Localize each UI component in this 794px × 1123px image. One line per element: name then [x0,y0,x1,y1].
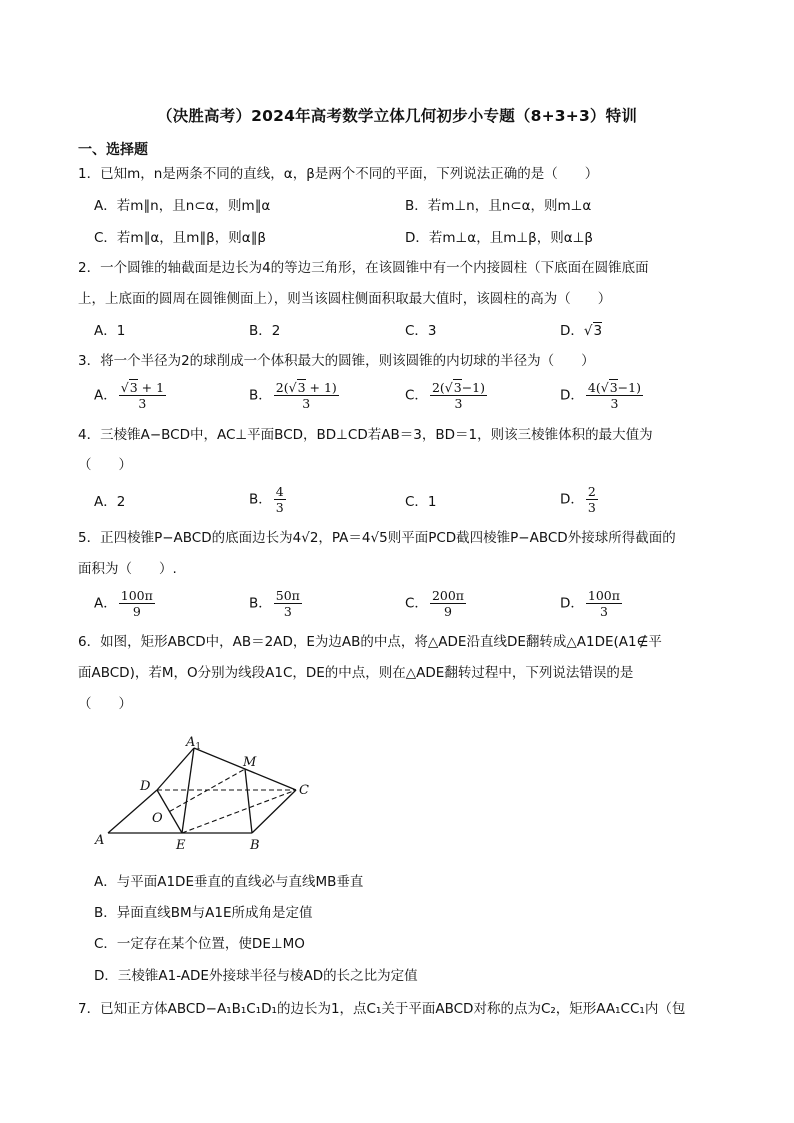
question-3-option-a: A． $\frac{√3 + 1}{3}$ [94,380,165,411]
label-c: C [299,783,309,798]
question-6-option-c: C．一定存在某个位置，使DE⊥MO [94,936,305,952]
edge-m-b [245,769,252,833]
question-5-option-a: A． $\frac{100\pi}{9}$ [94,588,153,619]
question-5-stem-line1: 5．正四棱锥P−ABCD的底面边长为4√2，PA＝4√5则平面PCD截四棱锥P−ABCD外接球所得截面的 [78,530,676,546]
question-2-option-a: A．1 [94,323,126,339]
label-e: E [176,838,186,853]
question-2-option-c: C．3 [405,323,437,339]
question-1-stem: 1．已知m，n是两条不同的直线，α，β是两个不同的平面，下列说法正确的是（ ） [78,166,599,182]
question-3-option-d: D． $\frac{4(√3-1)}{3}$ [560,380,641,411]
dashed-e-c [182,790,296,833]
label-d: D [140,779,151,794]
label-m: M [243,755,257,770]
question-4-stem-line2: （ ） [78,457,132,473]
edge-a-d [108,790,157,833]
question-6-stem-line3: （ ） [78,696,132,712]
question-6-option-a: A．与平面A1DE垂直的直线必与直线MB垂直 [94,874,364,890]
question-2-option-d: D．√3 [560,323,603,339]
question-7-stem-line1: 7．已知正方体ABCD−A₁B₁C₁D₁的边长为1，点C₁关于平面ABCD对称的点为C₂，矩形AA₁CC₁内（包 [78,1001,686,1017]
label-a: A [95,833,105,848]
page-title: （决胜高考）2024年高考数学立体几何初步小专题（8+3+3）特训 [156,107,638,125]
question-4-option-a: A．2 [94,494,126,510]
question-6-option-d: D．三棱锥A1-ADE外接球半径与棱AD的长之比为定值 [94,968,418,984]
question-2-option-b: B．2 [249,323,281,339]
question-5-stem-line2: 面积为（ ）. [78,561,177,577]
question-6-stem-line1: 6．如图，矩形ABCD中，AB＝2AD，E为边AB的中点，将△ADE沿直线DE翻转成△A1DE(A1∉平 [78,634,662,650]
question-4-option-b: B． $\frac{4}{3}$ [249,484,284,515]
question-3-option-b: B． $\frac{2(√3 + 1)}{3}$ [249,380,337,411]
question-4-option-d: D． $\frac{2}{3}$ [560,484,596,515]
label-o: O [152,811,163,826]
question-1-option-c: C．若m∥α，且m∥β，则α∥β [94,230,267,246]
question-6-option-b: B．异面直线BM与A1E所成角是定值 [94,905,313,921]
section-heading: 一、选择题 [78,142,148,158]
edge-b-c [252,790,296,833]
question-4-stem-line1: 4．三棱锥A−BCD中，AC⊥平面BCD，BD⊥CD若AB＝3，BD＝1，则该三棱锥体积的最大值为 [78,427,653,443]
question-3-stem: 3．将一个半径为2的球削成一个体积最大的圆锥，则该圆锥的内切球的半径为（ ） [78,353,595,369]
question-5-option-c: C． $\frac{200\pi}{9}$ [405,588,465,619]
question-1-option-a: A．若m∥n，且n⊂α，则m∥α [94,198,271,214]
question-5-option-d: D． $\frac{100\pi}{3}$ [560,588,620,619]
question-6-stem-line2: 面ABCD)，若M，O分别为线段A1C，DE的中点，则在△ADE翻转过程中，下列说法错误的是 [78,665,634,681]
question-5-option-b: B． $\frac{50\pi}{3}$ [249,588,300,619]
question-2-stem-line2: 上，上底面的圆周在圆锥侧面上），则当该圆柱侧面积取最大值时，该圆柱的高为（ ） [78,291,612,307]
question-2-stem-line1: 2．一个圆锥的轴截面是边长为4的等边三角形，在该圆锥中有一个内接圆柱（下底面在圆锥底面 [78,260,649,276]
label-b: B [250,838,260,853]
question-4-option-c: C．1 [405,494,437,510]
question-1-option-b: B．若m⊥n，且n⊂α，则m⊥α [405,198,592,214]
question-3-option-c: C． $\frac{2(√3-1)}{3}$ [405,380,486,411]
folded-rectangle-figure [90,728,330,854]
question-1-option-d: D．若m⊥α，且m⊥β，则α⊥β [405,230,594,246]
label-a1: $A_1$ [186,735,202,752]
